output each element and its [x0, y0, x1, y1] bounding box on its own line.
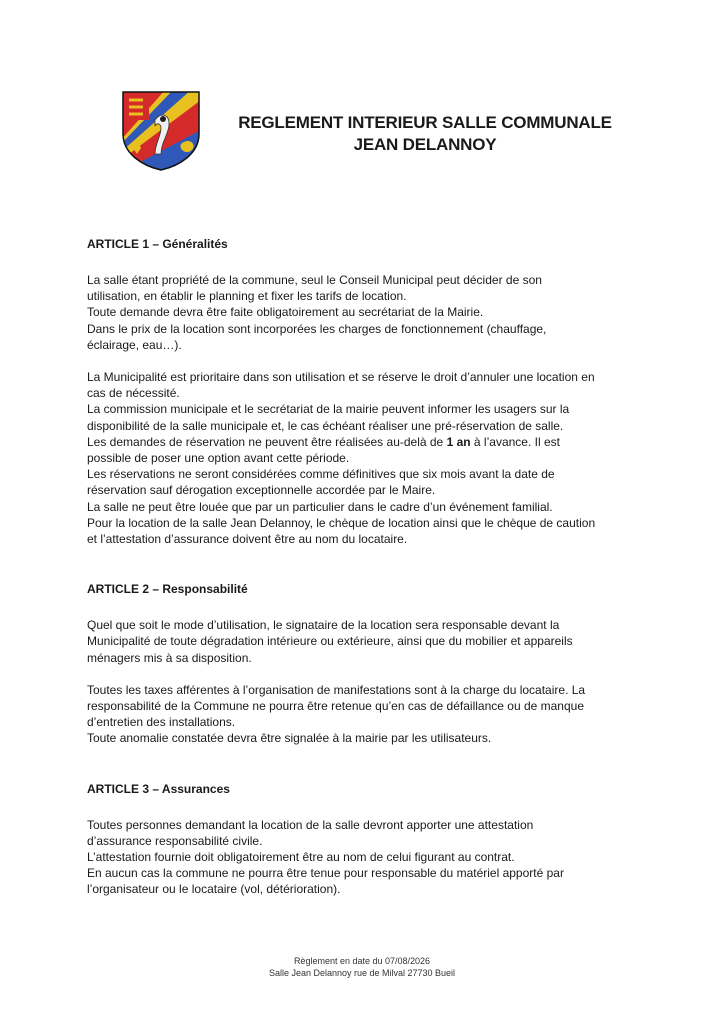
article-1-heading: ARTICLE 1 – Généralités — [87, 237, 228, 251]
article-3-paragraph-1: Toutes personnes demandant la location de la salle devront apporter une attestation d’assurance responsabilité civile. L’attestation fournie doit obligatoirement être au nom de celui figurant au contrat. En aucun cas la commune ne pourra être tenue pour responsable du matériel apporté par l’organisateur ou le locataire (vol, détérioration). — [87, 817, 564, 897]
footer-date: Règlement en date du 07/08/2026 — [293, 956, 431, 966]
coat-of-arms-icon — [121, 90, 201, 172]
article-2-paragraph-1: Quel que soit le mode d’utilisation, le signataire de la location sera responsable devant la Municipalité de toute dégradation intérieure ou extérieure, ainsi que du mobilier et appareils ménagers mis à sa disposition. — [87, 618, 573, 665]
bold-duration: 1 an — [446, 434, 471, 449]
document-title — [205, 112, 645, 156]
article-3-heading: ARTICLE 3 – Assurances — [87, 781, 230, 796]
footer-address: Salle Jean Delannoy rue de Milval 27730 Bueil — [268, 968, 456, 978]
article-1-paragraph-2: La Municipalité est prioritaire dans son utilisation et se réserve le droit d’annuler une location en cas de nécessité. La commission municipale et le secrétariat de la mairie peuvent informer les usagers sur la disponibilité de la salle municipale et, le cas échéant réaliser une pré-réservation de salle. Les demandes de réservation ne peuvent être réalisées au-delà de 1 an à l’avance. Il est possible de poser une option avant cette période. Les réservations ne seront considérées comme définitives que six mois avant la date de réservation sauf dérogation exceptionnelle accordée par le Maire. La salle ne peut être louée que par un particulier dans le cadre d’un événement familial. Pour la location de la salle Jean Delannoy, le chèque de location ainsi que le chèque de caution et l’attestation d’assurance doivent être au nom du locataire. — [87, 370, 596, 547]
title-line-2: JEAN DELANNOY — [353, 135, 497, 154]
page-footer — [0, 955, 724, 979]
article-2-paragraph-2: Toutes les taxes afférentes à l’organisation de manifestations sont à la charge du locataire. La responsabilité de la Commune ne pourra être retenue qu’en cas de défaillance ou de manque d’entretien des installations. Toute anomalie constatée devra être signalée à la mairie par les utilisateurs. — [87, 682, 586, 746]
document-body — [87, 236, 647, 898]
title-line-1: REGLEMENT INTERIEUR SALLE COMMUNALE — [238, 113, 612, 132]
article-2-heading: ARTICLE 2 – Responsabilité — [87, 582, 248, 597]
article-1-paragraph-1: La salle étant propriété de la commune, seul le Conseil Municipal peut décider de son utilisation, en établir le planning et fixer les tarifs de location. Toute demande devra être faite obligatoirement au secrétariat de la Mairie. Dans le prix de la location sont incorporées les charges de fonctionnement (chauffage, éclairage, eau…). — [87, 273, 547, 352]
